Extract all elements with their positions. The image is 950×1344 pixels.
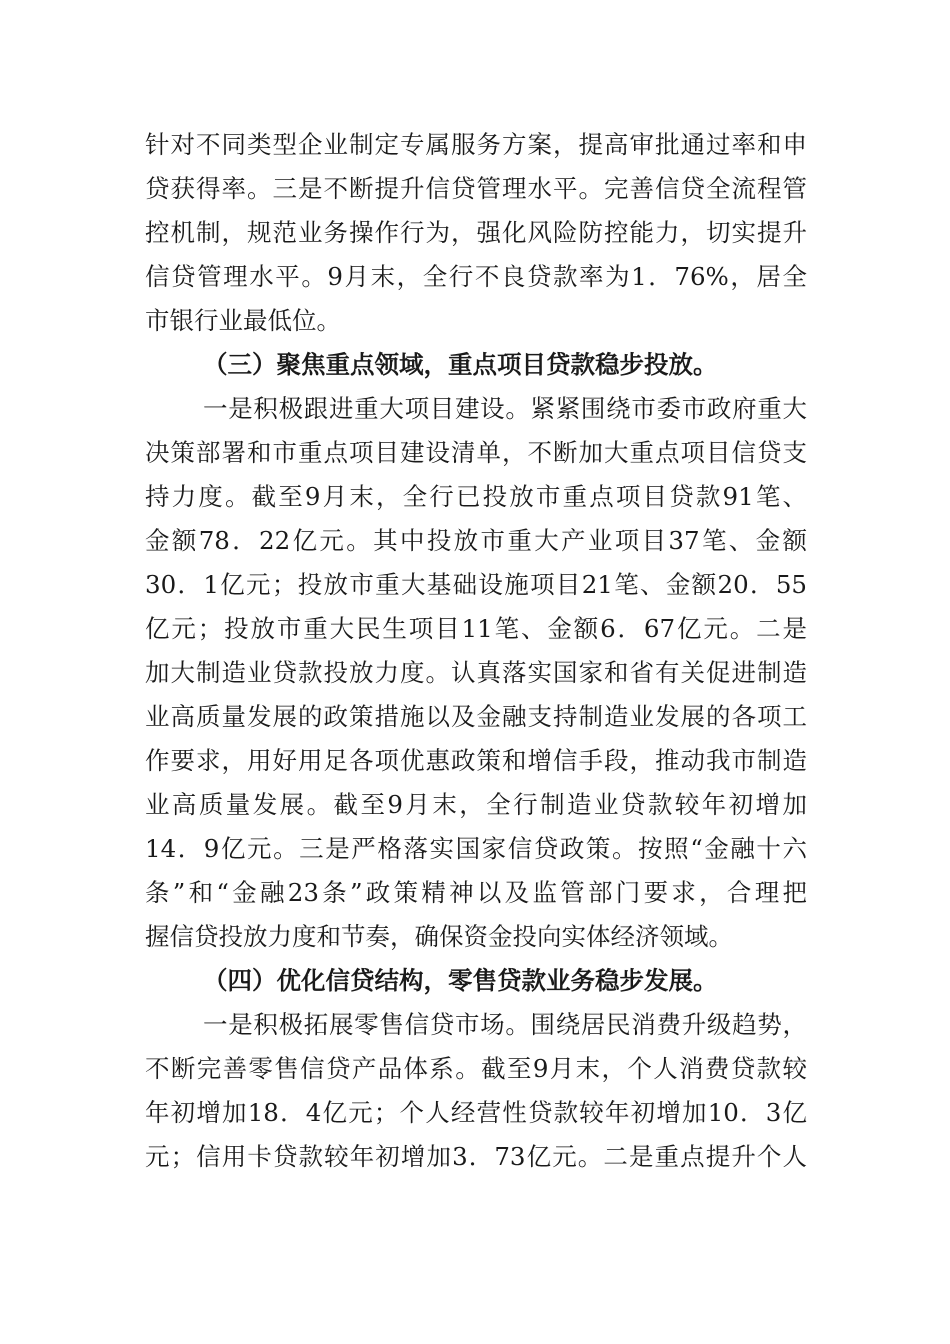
paragraph-line: 市银行业最低位。 <box>145 306 341 335</box>
paragraph-line: 握信贷投放力度和节奏，确保资金投向实体经济领域。 <box>145 922 733 951</box>
paragraph-line: 一是积极跟进重大项目建设。紧紧围绕市委市政府重大 <box>203 394 807 423</box>
paragraph-line: 针对不同类型企业制定专属服务方案，提高审批通过率和申 <box>145 130 807 159</box>
paragraph-line: 金额78．22亿元。其中投放市重大产业项目37笔、金额 <box>145 526 807 555</box>
paragraph-line: 决策部署和市重点项目建设清单，不断加大重点项目信贷支 <box>145 438 807 467</box>
paragraph-line: 加大制造业贷款投放力度。认真落实国家和省有关促进制造 <box>145 658 807 687</box>
paragraph-line: 业高质量发展。截至9月末，全行制造业贷款较年初增加 <box>145 790 807 819</box>
paragraph-line: 年初增加18．4亿元；个人经营性贷款较年初增加10．3亿 <box>145 1098 807 1127</box>
paragraph-line: 30．1亿元；投放市重大基础设施项目21笔、金额20．55 <box>145 570 807 599</box>
paragraph-line: 持力度。截至9月末，全行已投放市重点项目贷款91笔、 <box>145 482 807 511</box>
paragraph-line: 贷获得率。三是不断提升信贷管理水平。完善信贷全流程管 <box>145 174 807 203</box>
paragraph-line: 元；信用卡贷款较年初增加3．73亿元。二是重点提升个人 <box>145 1142 807 1171</box>
paragraph-line: 业高质量发展的政策措施以及金融支持制造业发展的各项工 <box>145 702 807 731</box>
paragraph-line: 一是积极拓展零售信贷市场。围绕居民消费升级趋势， <box>203 1010 807 1039</box>
paragraph-line: 控机制，规范业务操作行为，强化风险防控能力，切实提升 <box>145 218 807 247</box>
paragraph-line: 作要求，用好用足各项优惠政策和增信手段，推动我市制造 <box>145 746 807 775</box>
paragraph-line: 不断完善零售信贷产品体系。截至9月末，个人消费贷款较 <box>145 1054 807 1083</box>
paragraph-line: 14．9亿元。三是严格落实国家信贷政策。按照“金融十六 <box>145 834 807 863</box>
paragraph-line: 亿元；投放市重大民生项目11笔、金额6．67亿元。二是 <box>145 614 807 643</box>
section-heading-4: （四）优化信贷结构，零售贷款业务稳步发展。 <box>203 966 718 995</box>
section-heading-3: （三）聚焦重点领域，重点项目贷款稳步投放。 <box>203 350 718 379</box>
paragraph-line: 条”和“金融23条”政策精神以及监管部门要求，合理把 <box>145 878 807 907</box>
paragraph-line: 信贷管理水平。9月末，全行不良贷款率为1．76%，居全 <box>145 262 807 291</box>
